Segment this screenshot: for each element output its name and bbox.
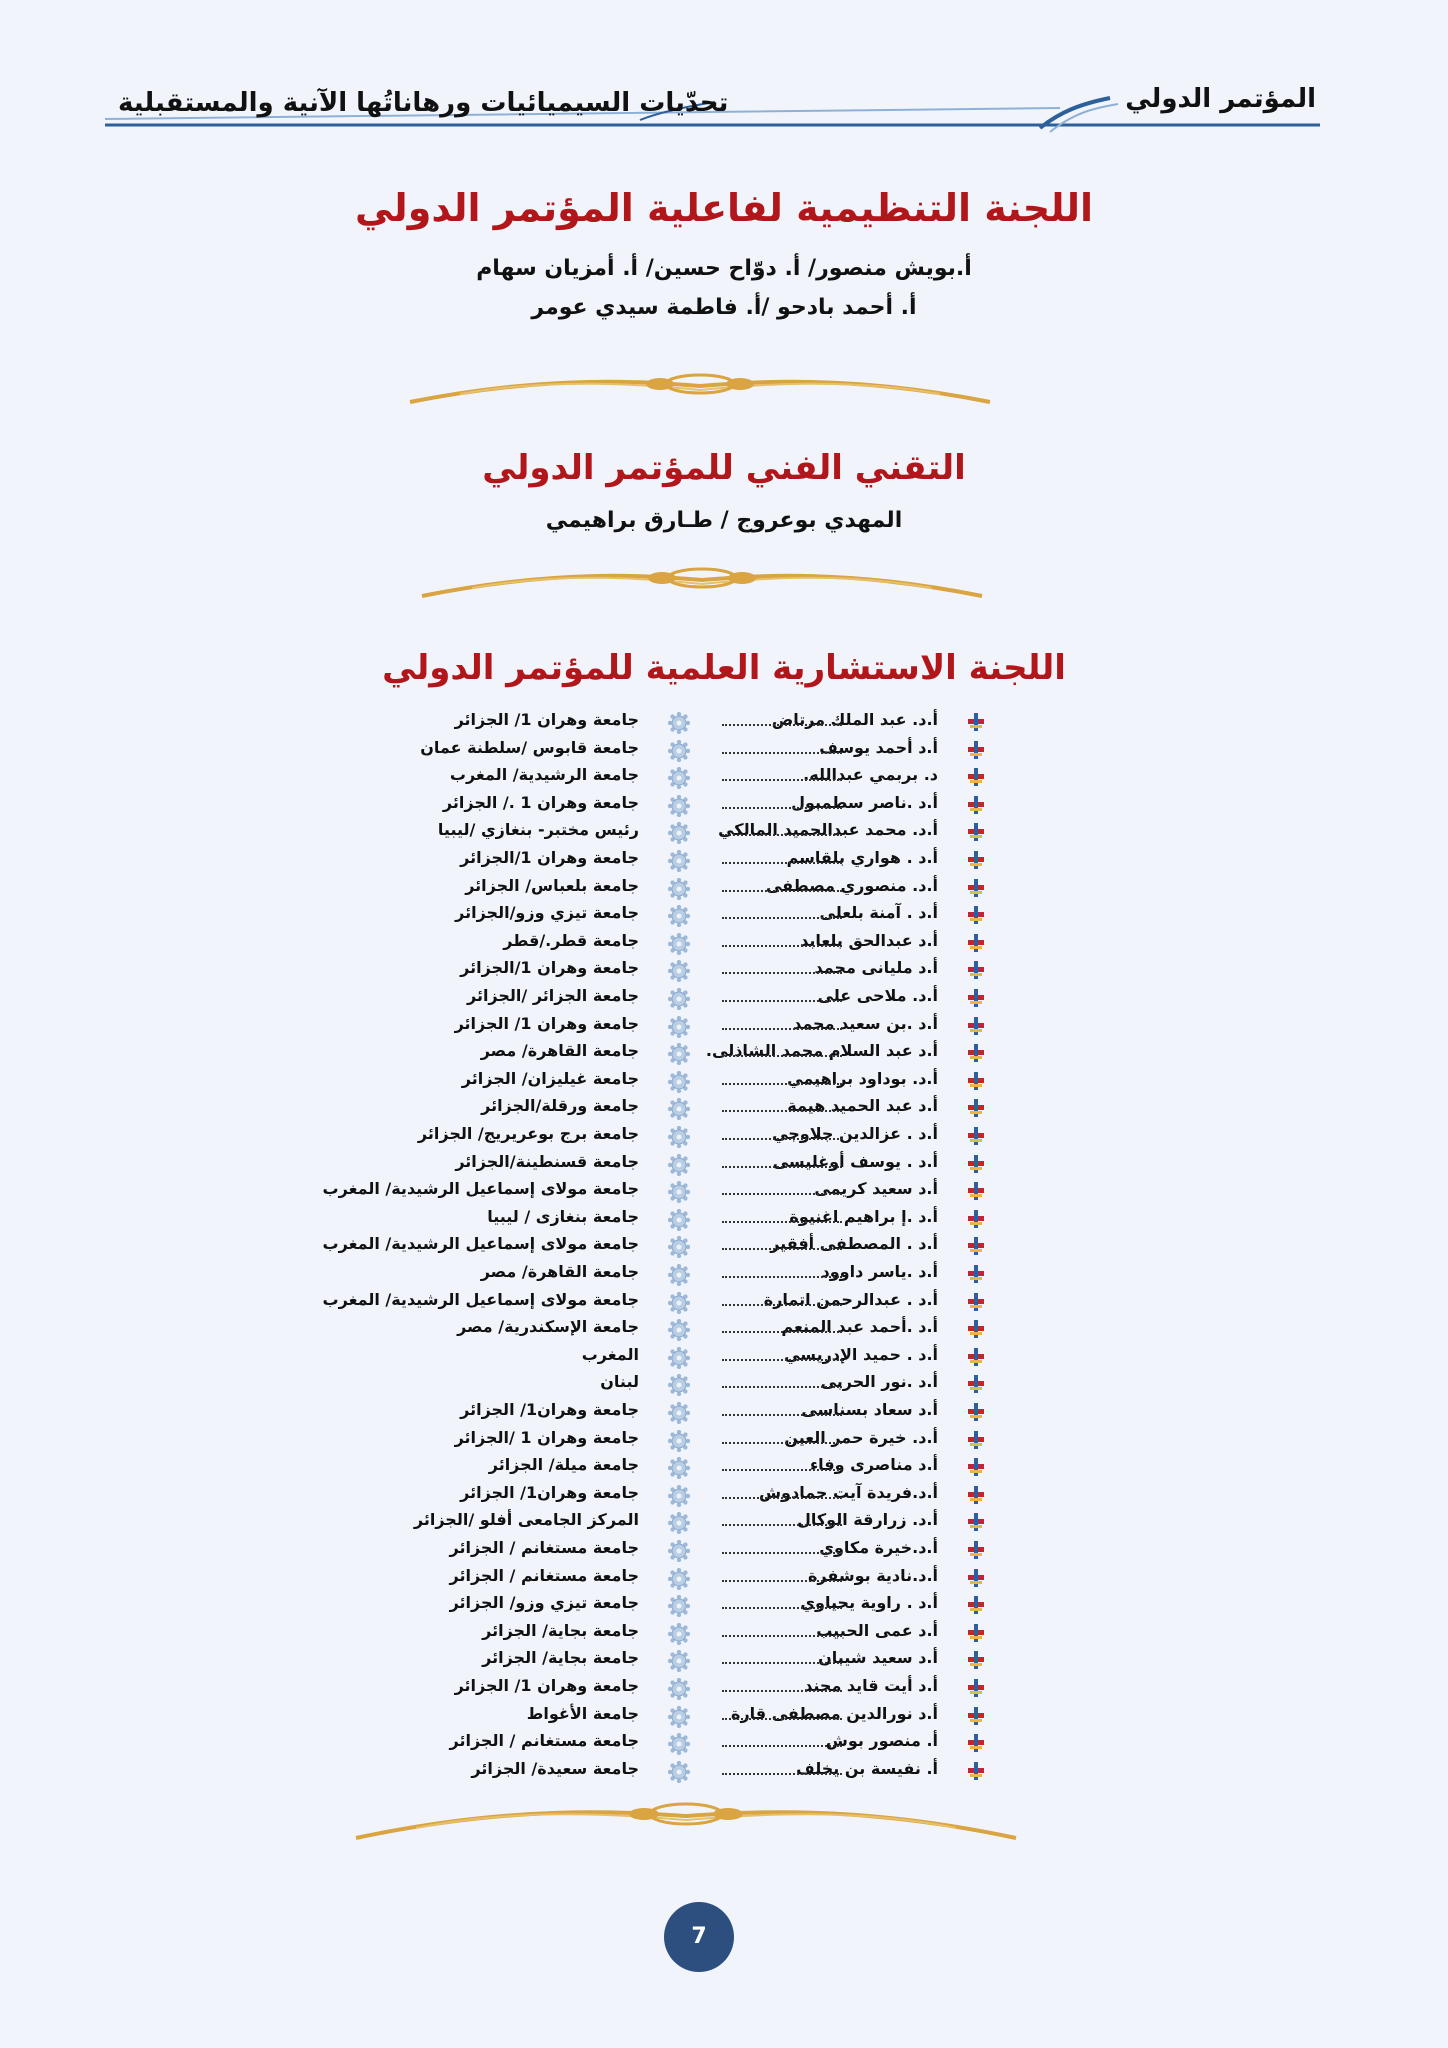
gear-icon bbox=[668, 1402, 690, 1424]
member-affiliation: جامعة وهران 1/الجزائر bbox=[460, 848, 639, 867]
bullet-icon bbox=[966, 1126, 986, 1146]
gear-icon bbox=[668, 878, 690, 900]
gear-icon bbox=[668, 1540, 690, 1562]
bullet-icon bbox=[966, 1623, 986, 1643]
member-name: أ.د.فريدة آيت حمادوش bbox=[758, 1482, 938, 1502]
member-affiliation: جامعة برج بوعريريج/ الجزائر bbox=[417, 1124, 639, 1143]
bullet-icon bbox=[966, 1347, 986, 1367]
leader-dots bbox=[722, 1580, 842, 1582]
member-affiliation: جامعة قابوس /سلطنة عمان bbox=[420, 737, 639, 757]
member-name: أ.د . المصطفى أفقير bbox=[770, 1234, 938, 1254]
member-row bbox=[0, 929, 1448, 957]
member-row bbox=[0, 1508, 1448, 1536]
member-affiliation: جامعة قسنطينة/الجزائر bbox=[455, 1151, 639, 1171]
member-row bbox=[0, 1205, 1448, 1233]
leader-dots bbox=[722, 972, 842, 974]
gear-icon bbox=[668, 1347, 690, 1369]
member-row bbox=[0, 791, 1448, 819]
member-name: أ.د عبدالحق بلعابد bbox=[800, 930, 938, 950]
bullet-icon bbox=[966, 1209, 986, 1229]
leader-dots bbox=[722, 1386, 842, 1388]
gear-icon bbox=[668, 1126, 690, 1148]
member-row bbox=[0, 1039, 1448, 1067]
gear-icon bbox=[668, 1485, 690, 1507]
organizing-title: اللجنة التنظيمية لفاعلية المؤتمر الدولي bbox=[354, 186, 1093, 230]
gear-icon bbox=[668, 1623, 690, 1645]
member-row bbox=[0, 1646, 1448, 1674]
leader-dots bbox=[722, 1055, 842, 1057]
member-row bbox=[0, 1536, 1448, 1564]
organizing-names-line1: أ.بويش منصور/ أ. دوّاح حسين/ أ. أمزيان سهام bbox=[476, 256, 972, 281]
bullet-icon bbox=[966, 1512, 986, 1532]
member-row bbox=[0, 984, 1448, 1012]
member-name: أ.د. ملاحى على bbox=[817, 986, 938, 1005]
gear-icon bbox=[668, 1236, 690, 1258]
member-row bbox=[0, 1067, 1448, 1095]
bullet-icon bbox=[966, 822, 986, 842]
gear-icon bbox=[668, 822, 690, 844]
leader-dots bbox=[722, 807, 842, 809]
member-name: أ.د . عزالدين جلاوجي bbox=[772, 1124, 938, 1143]
member-affiliation: لبنان bbox=[600, 1372, 639, 1392]
member-row bbox=[0, 901, 1448, 929]
gear-icon bbox=[668, 767, 690, 789]
leader-dots bbox=[722, 752, 842, 754]
bullet-icon bbox=[966, 878, 986, 898]
bullet-icon bbox=[966, 1292, 986, 1312]
member-name: أ.د.نادية بوشفرة bbox=[807, 1565, 938, 1585]
member-affiliation: جامعة وهران1/ الجزائر bbox=[460, 1482, 639, 1502]
leader-dots bbox=[722, 890, 842, 892]
member-name: أ.د . عبدالرحمن اتمارة bbox=[763, 1289, 938, 1309]
member-affiliation: جامعة وهران 1/ الجزائر bbox=[454, 1013, 639, 1033]
bullet-icon bbox=[966, 712, 986, 732]
member-row bbox=[0, 1260, 1448, 1288]
member-row bbox=[0, 1453, 1448, 1481]
member-name: أ.د نورالدين مصطفى قارة bbox=[731, 1703, 938, 1723]
member-affiliation: جامعة تيزي وزو/الجزائر bbox=[455, 903, 639, 923]
gear-icon bbox=[668, 1430, 690, 1452]
member-affiliation: جامعة بجاية/ الجزائر bbox=[482, 1620, 639, 1640]
gear-icon bbox=[668, 933, 690, 955]
bullet-icon bbox=[966, 1043, 986, 1063]
page-number: 7 bbox=[664, 1902, 734, 1972]
bullet-icon bbox=[966, 795, 986, 815]
bullet-icon bbox=[966, 1236, 986, 1256]
member-name: أ.د . راوية يحياوي bbox=[800, 1593, 938, 1613]
member-row bbox=[0, 1398, 1448, 1426]
leader-dots bbox=[722, 1635, 842, 1637]
leader-dots bbox=[722, 1276, 842, 1278]
gear-icon bbox=[668, 1319, 690, 1341]
leader-dots bbox=[722, 1248, 842, 1250]
member-name: أ. منصور بوش bbox=[825, 1731, 938, 1751]
member-name: أ.د. محمد عبدالحميد المالكي bbox=[718, 820, 938, 840]
bullet-icon bbox=[966, 988, 986, 1008]
member-row bbox=[0, 1315, 1448, 1343]
leader-dots bbox=[722, 1607, 842, 1609]
gear-icon bbox=[668, 1071, 690, 1093]
gear-icon bbox=[668, 1678, 690, 1700]
bullet-icon bbox=[966, 850, 986, 870]
leader-dots bbox=[722, 1662, 842, 1664]
member-row bbox=[0, 1757, 1448, 1785]
member-name: أ.د عبد السلام محمد الشاذلى. bbox=[705, 1041, 938, 1061]
member-row bbox=[0, 1094, 1448, 1122]
member-row bbox=[0, 874, 1448, 902]
member-name: أ.د . هواري بلقاسم bbox=[786, 848, 938, 867]
bullet-icon bbox=[966, 1706, 986, 1726]
member-affiliation: جامعة مولاى إسماعيل الرشيدية/ المغرب bbox=[322, 1179, 639, 1199]
technical-title: التقني الفني للمؤتمر الدولي bbox=[482, 448, 966, 488]
member-name: أ.د مليانى محمد bbox=[814, 958, 938, 978]
gear-icon bbox=[668, 1733, 690, 1755]
member-affiliation: جامعة وهران 1 ./ الجزائر bbox=[442, 792, 639, 812]
gear-icon bbox=[668, 1457, 690, 1479]
running-header bbox=[0, 0, 1448, 140]
bullet-icon bbox=[966, 1733, 986, 1753]
member-affiliation: جامعة مستغانم / الجزائر bbox=[449, 1565, 639, 1585]
bullet-icon bbox=[966, 1678, 986, 1698]
leader-dots bbox=[722, 724, 842, 726]
leader-dots bbox=[722, 1552, 842, 1554]
member-name: أ.د.خيرة مكاوي bbox=[819, 1538, 938, 1557]
bullet-icon bbox=[966, 933, 986, 953]
member-row bbox=[0, 1370, 1448, 1398]
leader-dots bbox=[722, 1028, 842, 1030]
bullet-icon bbox=[966, 1595, 986, 1615]
member-name: أ.د أحمد يوسف bbox=[819, 737, 938, 757]
member-affiliation: جامعة وهران 1/الجزائر bbox=[460, 958, 639, 978]
leader-dots bbox=[722, 1083, 842, 1085]
leader-dots bbox=[722, 1497, 842, 1499]
gear-icon bbox=[668, 850, 690, 872]
scientific-committee bbox=[0, 648, 1448, 688]
leader-dots bbox=[722, 834, 842, 836]
member-name: أ. نفيسة بن يخلف bbox=[796, 1758, 938, 1778]
bullet-icon bbox=[966, 1071, 986, 1091]
gear-icon bbox=[668, 795, 690, 817]
member-row bbox=[0, 1426, 1448, 1454]
member-affiliation: جامعة ميلة/ الجزائر bbox=[488, 1455, 639, 1475]
member-name: أ.د . يوسف أوغليسى bbox=[772, 1151, 938, 1171]
member-row bbox=[0, 1232, 1448, 1260]
gear-icon bbox=[668, 1264, 690, 1286]
member-row bbox=[0, 1012, 1448, 1040]
member-affiliation: جامعة وهران1/ الجزائر bbox=[460, 1400, 639, 1419]
member-affiliation: جامعة الرشيدية/ المغرب bbox=[449, 765, 639, 785]
bullet-icon bbox=[966, 1430, 986, 1450]
member-row bbox=[0, 1288, 1448, 1316]
gear-icon bbox=[668, 1568, 690, 1590]
member-row bbox=[0, 956, 1448, 984]
member-name: أ.د. خيرة حمر العين bbox=[784, 1427, 938, 1447]
bullet-icon bbox=[966, 767, 986, 787]
member-affiliation: جامعة تيزي وزو/ الجزائر bbox=[449, 1593, 639, 1613]
member-row bbox=[0, 1343, 1448, 1371]
member-name: أ.د . آمنة بلعلى bbox=[819, 903, 938, 923]
bullet-icon bbox=[966, 1568, 986, 1588]
member-affiliation: جامعة ورقلة/الجزائر bbox=[481, 1096, 639, 1116]
leader-dots bbox=[722, 862, 842, 864]
gear-icon bbox=[668, 1154, 690, 1176]
member-row bbox=[0, 763, 1448, 791]
bullet-icon bbox=[966, 1650, 986, 1670]
gear-icon bbox=[668, 712, 690, 734]
member-row bbox=[0, 1177, 1448, 1205]
leader-dots bbox=[722, 1359, 842, 1361]
member-name: أ.د سعاد بسناسى bbox=[801, 1400, 938, 1419]
member-name: أ.د. عبد الملك مرتاض bbox=[771, 710, 938, 729]
member-name: أ.د. بوداود براهيمي bbox=[787, 1068, 938, 1088]
leader-dots bbox=[722, 1442, 842, 1444]
gear-icon bbox=[668, 1650, 690, 1672]
gear-icon bbox=[668, 905, 690, 927]
gear-icon bbox=[668, 1706, 690, 1728]
member-affiliation: رئيس مختبر- بنغازي /ليبيا bbox=[437, 820, 639, 840]
member-affiliation: جامعة الأغواط bbox=[526, 1703, 639, 1723]
gear-icon bbox=[668, 1761, 690, 1783]
member-affiliation: جامعة مستغانم / الجزائر bbox=[449, 1538, 639, 1557]
member-row bbox=[0, 708, 1448, 736]
leader-dots bbox=[722, 1690, 842, 1692]
member-row bbox=[0, 1619, 1448, 1647]
leader-dots bbox=[722, 1469, 842, 1471]
member-row bbox=[0, 1564, 1448, 1592]
gear-icon bbox=[668, 1181, 690, 1203]
member-name: أ.د .أحمد عبد المنعم bbox=[781, 1317, 938, 1337]
member-affiliation: جامعة مولاى إسماعيل الرشيدية/ المغرب bbox=[322, 1289, 639, 1309]
bullet-icon bbox=[966, 1098, 986, 1118]
member-affiliation: جامعة بنغازى / ليبيا bbox=[487, 1206, 639, 1226]
gear-icon bbox=[668, 1512, 690, 1534]
member-affiliation: جامعة مولاى إسماعيل الرشيدية/ المغرب bbox=[322, 1234, 639, 1254]
leader-dots bbox=[722, 1414, 842, 1416]
member-name: أ.د . حميد الإدريسي bbox=[784, 1344, 938, 1364]
member-name: أ.د أيت قايد محند bbox=[804, 1676, 938, 1695]
member-affiliation: جامعة قطر./قطر bbox=[503, 930, 639, 950]
leader-dots bbox=[722, 1304, 842, 1306]
member-affiliation: جامعة بجاية/ الجزائر bbox=[482, 1648, 639, 1668]
organizing-names-line2: أ. أحمد بادحو /أ. فاطمة سيدي عومر bbox=[531, 295, 917, 320]
bullet-icon bbox=[966, 1457, 986, 1477]
member-affiliation: جامعة وهران 1/ الجزائر bbox=[454, 1676, 639, 1695]
member-row bbox=[0, 1150, 1448, 1178]
member-row bbox=[0, 1729, 1448, 1757]
leader-dots bbox=[722, 1138, 842, 1140]
ornament-divider bbox=[346, 1790, 1026, 1850]
member-name: أ.د سعيد شيبان bbox=[818, 1648, 938, 1668]
member-name: أ.د .ياسر داوود bbox=[821, 1262, 938, 1281]
member-affiliation: جامعة وهران 1 /الجزائر bbox=[454, 1427, 639, 1447]
member-affiliation: جامعة وهران 1/ الجزائر bbox=[454, 710, 639, 729]
leader-dots bbox=[722, 1221, 842, 1223]
gear-icon bbox=[668, 1098, 690, 1120]
header-rule bbox=[0, 0, 1448, 140]
member-affiliation: جامعة بلعباس/ الجزائر bbox=[465, 875, 639, 895]
leader-dots bbox=[722, 1110, 842, 1112]
leader-dots bbox=[722, 1524, 842, 1526]
member-name: أ.د .ناصر سطمبول bbox=[791, 792, 938, 812]
member-row bbox=[0, 1481, 1448, 1509]
leader-dots bbox=[722, 1745, 842, 1747]
bullet-icon bbox=[966, 905, 986, 925]
leader-dots bbox=[722, 917, 842, 919]
member-row bbox=[0, 1591, 1448, 1619]
bullet-icon bbox=[966, 1154, 986, 1174]
conference-label: المؤتمر الدولي bbox=[1125, 84, 1316, 114]
member-affiliation: جامعة الجزائر /الجزائر bbox=[466, 986, 639, 1005]
leader-dots bbox=[722, 1000, 842, 1002]
member-name: أ.د. زرارقة الوكال bbox=[796, 1510, 938, 1530]
member-row bbox=[0, 1122, 1448, 1150]
leader-dots bbox=[722, 945, 842, 947]
technical-committee bbox=[0, 448, 1448, 533]
member-affiliation: جامعة مستغانم / الجزائر bbox=[449, 1731, 639, 1751]
member-name: أ.د عبد الحميد هيمة bbox=[787, 1096, 938, 1116]
member-name: أ.د سعيد كريمى bbox=[814, 1179, 938, 1199]
gear-icon bbox=[668, 1595, 690, 1617]
member-affiliation: جامعة القاهرة/ مصر bbox=[480, 1262, 639, 1281]
gear-icon bbox=[668, 740, 690, 762]
gear-icon bbox=[668, 1292, 690, 1314]
bullet-icon bbox=[966, 960, 986, 980]
gear-icon bbox=[668, 988, 690, 1010]
bullet-icon bbox=[966, 1402, 986, 1422]
leader-dots bbox=[722, 779, 842, 781]
gear-icon bbox=[668, 1043, 690, 1065]
scientific-title: اللجنة الاستشارية العلمية للمؤتمر الدولي bbox=[382, 648, 1066, 688]
leader-dots bbox=[722, 1773, 842, 1775]
bullet-icon bbox=[966, 1319, 986, 1339]
bullet-icon bbox=[966, 1264, 986, 1284]
bullet-icon bbox=[966, 1016, 986, 1036]
member-affiliation: المركز الجامعى أفلو /الجزائر bbox=[413, 1510, 639, 1530]
member-affiliation: جامعة سعيدة/ الجزائر bbox=[471, 1758, 639, 1778]
gear-icon bbox=[668, 1374, 690, 1396]
gear-icon bbox=[668, 1209, 690, 1231]
ornament-divider bbox=[412, 558, 992, 608]
bullet-icon bbox=[966, 1181, 986, 1201]
member-row bbox=[0, 736, 1448, 764]
member-row bbox=[0, 1702, 1448, 1730]
leader-dots bbox=[722, 1331, 842, 1333]
technical-names: المهدي بوعروج / طـارق براهيمي bbox=[545, 508, 903, 533]
leader-dots bbox=[722, 1193, 842, 1195]
member-row bbox=[0, 818, 1448, 846]
member-name: أ.د .بن سعيد محمد bbox=[793, 1013, 938, 1033]
member-row bbox=[0, 1674, 1448, 1702]
member-name: أ.د. منصوري مصطفى bbox=[765, 875, 938, 895]
gear-icon bbox=[668, 1016, 690, 1038]
bullet-icon bbox=[966, 1761, 986, 1781]
member-row bbox=[0, 846, 1448, 874]
member-name: أ.د عمى الحبيب bbox=[816, 1620, 938, 1640]
member-name: د. بربمي عبدالله. bbox=[803, 765, 938, 785]
member-affiliation: جامعة غيليزان/ الجزائر bbox=[461, 1068, 639, 1088]
organizing-committee bbox=[0, 186, 1448, 320]
bullet-icon bbox=[966, 740, 986, 760]
bullet-icon bbox=[966, 1374, 986, 1394]
member-name: أ.د مناصرى وفاء bbox=[809, 1455, 938, 1475]
bullet-icon bbox=[966, 1485, 986, 1505]
leader-dots bbox=[722, 1718, 842, 1720]
bullet-icon bbox=[966, 1540, 986, 1560]
member-affiliation: جامعة القاهرة/ مصر bbox=[480, 1041, 639, 1061]
member-name: أ.د .إ براهيم اغنيوة bbox=[789, 1206, 938, 1226]
gear-icon bbox=[668, 960, 690, 982]
member-affiliation: المغرب bbox=[581, 1344, 639, 1364]
member-affiliation: جامعة الإسكندرية/ مصر bbox=[457, 1317, 639, 1337]
conference-theme: تحدّيات السيميائيات ورهاناتُها الآنية والمستقبلية bbox=[118, 88, 729, 118]
leader-dots bbox=[722, 1166, 842, 1168]
ornament-divider bbox=[400, 364, 1000, 414]
member-name: أ.د .نور الحربى bbox=[820, 1372, 938, 1392]
